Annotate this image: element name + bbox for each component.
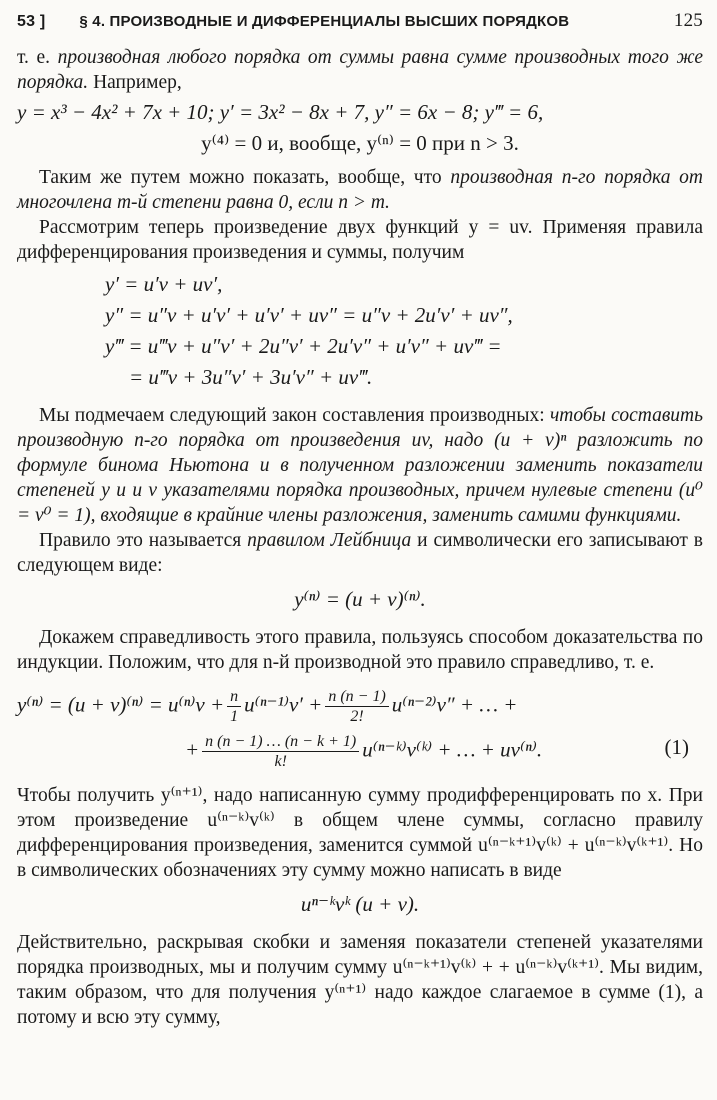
equation-main-line2	[17, 732, 703, 771]
fraction-numerator: n (n − 1) … (n − k + 1)	[202, 732, 359, 752]
paragraph-induction: Докажем справедливость этого правила, пользуясь способом доказательства по индукции. Положим, что для n-й производной это правило справедливо, т. е.	[17, 627, 703, 673]
paragraph-leibniz-law	[17, 403, 703, 528]
eq-term: y⁽ⁿ⁾ = (u + v)⁽ⁿ⁾ = u⁽ⁿ⁾v +	[17, 692, 225, 717]
text-fragment: Таким же путем можно показать, вообще, что	[39, 167, 442, 188]
equation-polynomial-derivatives: y = x³ − 4x² + 7x + 10; y′ = 3x² − 8x + 7, y″ = 6x − 8; y‴ = 6,	[17, 100, 544, 124]
fraction-denominator: 2!	[350, 708, 364, 725]
fraction	[325, 687, 388, 726]
eq-term: +	[185, 737, 200, 762]
equation-symbolic-sum: uⁿ⁻ᵏvᵏ (u + v).	[300, 892, 420, 916]
italic-term: правилом Лейбница	[247, 530, 412, 551]
fraction-numerator: n	[227, 687, 241, 707]
fraction	[202, 732, 359, 771]
paragraph-differentiate: Чтобы получить y⁽ⁿ⁺¹⁾, надо написанную сумму продифференцировать по x. При этом произведение u⁽ⁿ⁻ᵏ⁾v⁽ᵏ⁾ в общем члене суммы, согласно правилу дифференцирования произведения, заменится суммой u⁽ⁿ⁻ᵏ⁺¹⁾v⁽ᵏ⁾ + u⁽ⁿ⁻ᵏ⁾v⁽ᵏ⁺¹⁾. Но в символических обозначениях эту сумму можно написать в виде	[17, 785, 703, 881]
paragraph-leibniz-name	[17, 528, 703, 578]
equation-second-derivative: y″ = u″v + u′v′ + u′v′ + uv″ = u″v + 2u′v′ + uv″,	[105, 303, 513, 327]
text-fragment: и символически его записывают в следующем виде:	[17, 530, 704, 576]
equation-third-derivative-result: = u‴v + 3u″v′ + 3u′v″ + uv‴.	[129, 365, 373, 389]
italic-statement: производная любого порядка от суммы равна сумме производных того же порядка.	[17, 47, 703, 93]
fraction-numerator: n (n − 1)	[325, 687, 388, 707]
fraction-denominator: k!	[274, 753, 287, 770]
fraction-denominator: 1	[230, 708, 239, 725]
text-fragment: Мы подмечаем следующий закон составления производных:	[39, 405, 545, 426]
equation-main-line1	[17, 687, 703, 726]
running-header	[17, 10, 703, 32]
text-fragment: т. е.	[17, 47, 51, 68]
eq-term: u⁽ⁿ⁻¹⁾v′ +	[244, 692, 323, 717]
equation-leibniz-symbolic: y⁽ⁿ⁾ = (u + v)⁽ⁿ⁾.	[294, 587, 426, 611]
text-fragment: Например,	[93, 72, 182, 93]
eq-term: u⁽ⁿ⁻ᵏ⁾v⁽ᵏ⁾ + … + uv⁽ⁿ⁾.	[362, 737, 543, 762]
page-left-marker: 53 ]	[17, 13, 46, 30]
fraction	[227, 687, 241, 726]
text-fragment: Правило это называется	[39, 530, 242, 551]
section-title: § 4. ПРОИЗВОДНЫЕ И ДИФФЕРЕНЦИАЛЫ ВЫСШИХ ПОРЯДКОВ	[79, 13, 570, 30]
equation-number: (1)	[664, 735, 689, 759]
italic-statement: чтобы составить производную n-го порядка от произведения uv, надо (u + v)ⁿ разложить по формуле бинома Ньютона и в полученном разложении заменить показатели степеней у u и v указателями порядка производных, причем нулевые степени (u⁰ = v⁰ = 1), входящие в крайние члены разложения, заменить самими функциями.	[17, 405, 703, 526]
equation-higher-zero: y⁽⁴⁾ = 0 и, вообще, y⁽ⁿ⁾ = 0 при n > 3.	[201, 131, 519, 155]
page-number: 125	[673, 10, 703, 31]
product-derivatives-block	[17, 269, 703, 393]
paragraph-product: Рассмотрим теперь произведение двух функций y = uv. Применяя правила дифференцирования произведения и суммы, получим	[17, 217, 703, 263]
paragraph-sum-rule	[17, 45, 703, 95]
equation-first-derivative: y′ = u′v + uv′,	[105, 272, 223, 296]
paragraph-polynomial	[17, 165, 703, 215]
eq-term: u⁽ⁿ⁻²⁾v″ + … +	[391, 692, 518, 717]
equation-third-derivative: y‴ = u‴v + u″v′ + 2u″v′ + 2u′v″ + u′v″ + uv‴ =	[105, 334, 502, 358]
italic-statement: производная n-го порядка от многочлена m-й степени равна 0, если n > m.	[17, 167, 704, 213]
paragraph-conclusion: Действительно, раскрывая скобки и заменяя показатели степеней указателями порядка производных, мы и получим сумму u⁽ⁿ⁻ᵏ⁺¹⁾v⁽ᵏ⁾ + + u⁽ⁿ⁻ᵏ⁾v⁽ᵏ⁺¹⁾. Мы видим, таким образом, что для получения y⁽ⁿ⁺¹⁾ надо каждое слагаемое в сумме (1), а потому и всю эту сумму,	[17, 932, 703, 1028]
